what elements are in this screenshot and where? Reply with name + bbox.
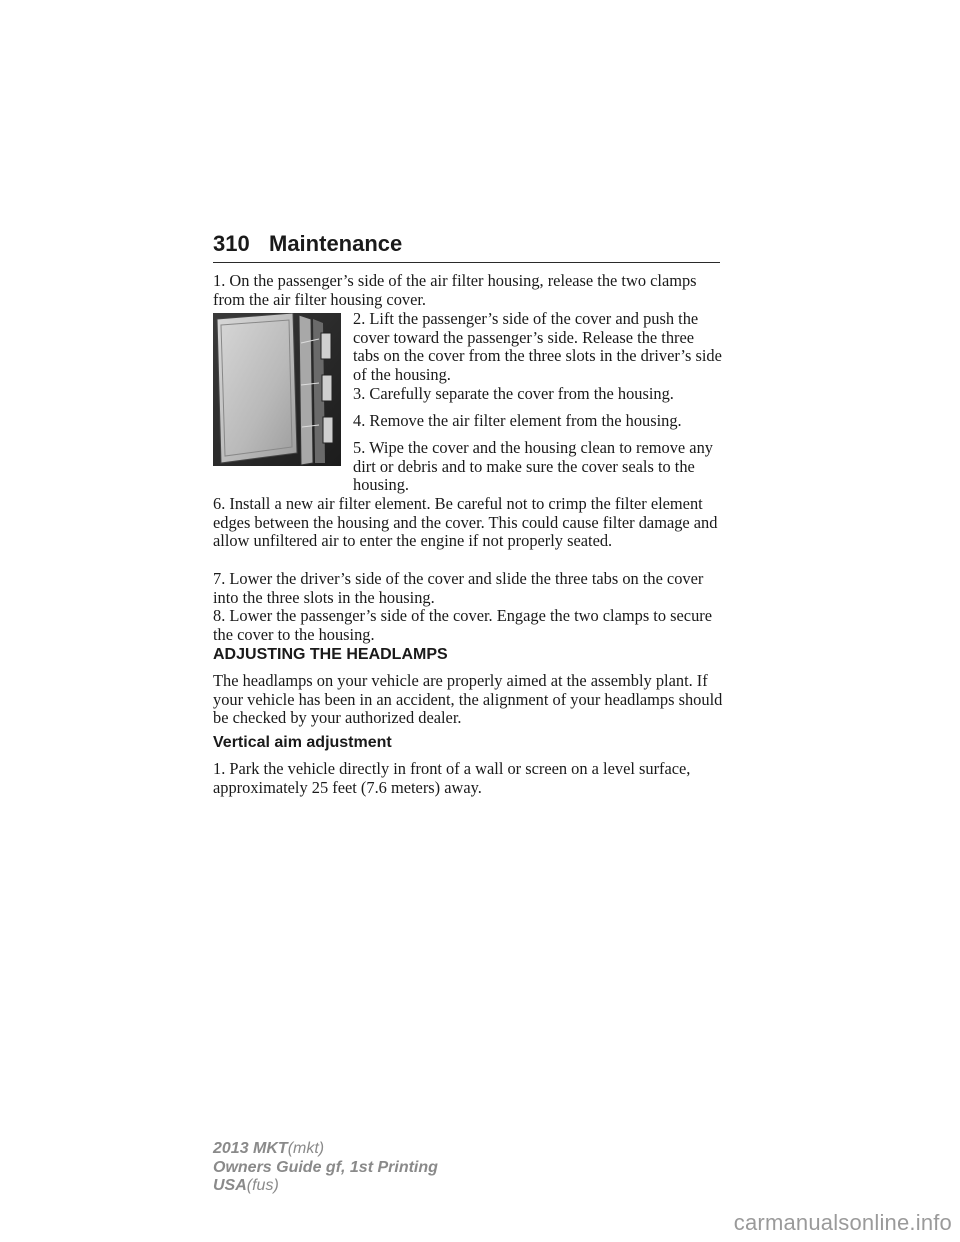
footer-market: USA [213, 1177, 247, 1194]
air-filter-housing-illustration [213, 313, 341, 466]
footer-model: 2013 MKT [213, 1140, 288, 1157]
step-1-text: 1. On the passenger’s side of the air filter housing, release the two clamps from the air filter housing cover. [213, 271, 697, 309]
step-4-text: 4. Remove the air filter element from the housing. [353, 411, 682, 430]
step-8-text: 8. Lower the passenger’s side of the cover. Engage the two clamps to secure the cover to the housing. [213, 606, 712, 644]
page-header [213, 230, 720, 263]
footer-market-code: (fus) [246, 1177, 279, 1194]
watermark-text: carmanualsonline.info [733, 1210, 952, 1235]
section-title: Maintenance [269, 231, 403, 256]
page-number: 310 [213, 231, 250, 256]
step-6-text: 6. Install a new air filter element. Be careful not to crimp the filter element edges between the housing and the cover. This could cause filter damage and allow unfiltered air to enter the engine if not properly seated. [213, 494, 718, 550]
step-2-text: 2. Lift the passenger’s side of the cover and push the cover toward the passenger’s side. Release the three tabs on the cover from the three slots in the driver’s side of the housing. [353, 309, 722, 384]
heading-adjusting-headlamps: ADJUSTING THE HEADLAMPS [213, 646, 448, 663]
footer-guide-line [213, 1159, 438, 1178]
headlamps-intro-text: The headlamps on your vehicle are properly aimed at the assembly plant. If your vehicle has been in an accident, the alignment of your headlamps should be checked by your authorized dealer. [213, 671, 723, 727]
step-5-text: 5. Wipe the cover and the housing clean to remove any dirt or debris and to make sure the cover seals to the housing. [353, 438, 713, 494]
page-footer [213, 1140, 438, 1196]
step-7-text: 7. Lower the driver’s side of the cover and slide the three tabs on the cover into the three slots in the housing. [213, 569, 704, 607]
footer-model-code: (mkt) [287, 1140, 325, 1157]
footer-guide: Owners Guide gf, 1st Printing [213, 1158, 438, 1176]
step-3-text: 3. Carefully separate the cover from the housing. [353, 384, 674, 403]
heading-vertical-aim: Vertical aim adjustment [213, 734, 392, 751]
footer-model-line [213, 1140, 438, 1159]
footer-market-line [213, 1177, 438, 1196]
vertical-step-1-text: 1. Park the vehicle directly in front of a wall or screen on a level surface, approximately 25 feet (7.6 meters) away. [213, 759, 691, 797]
